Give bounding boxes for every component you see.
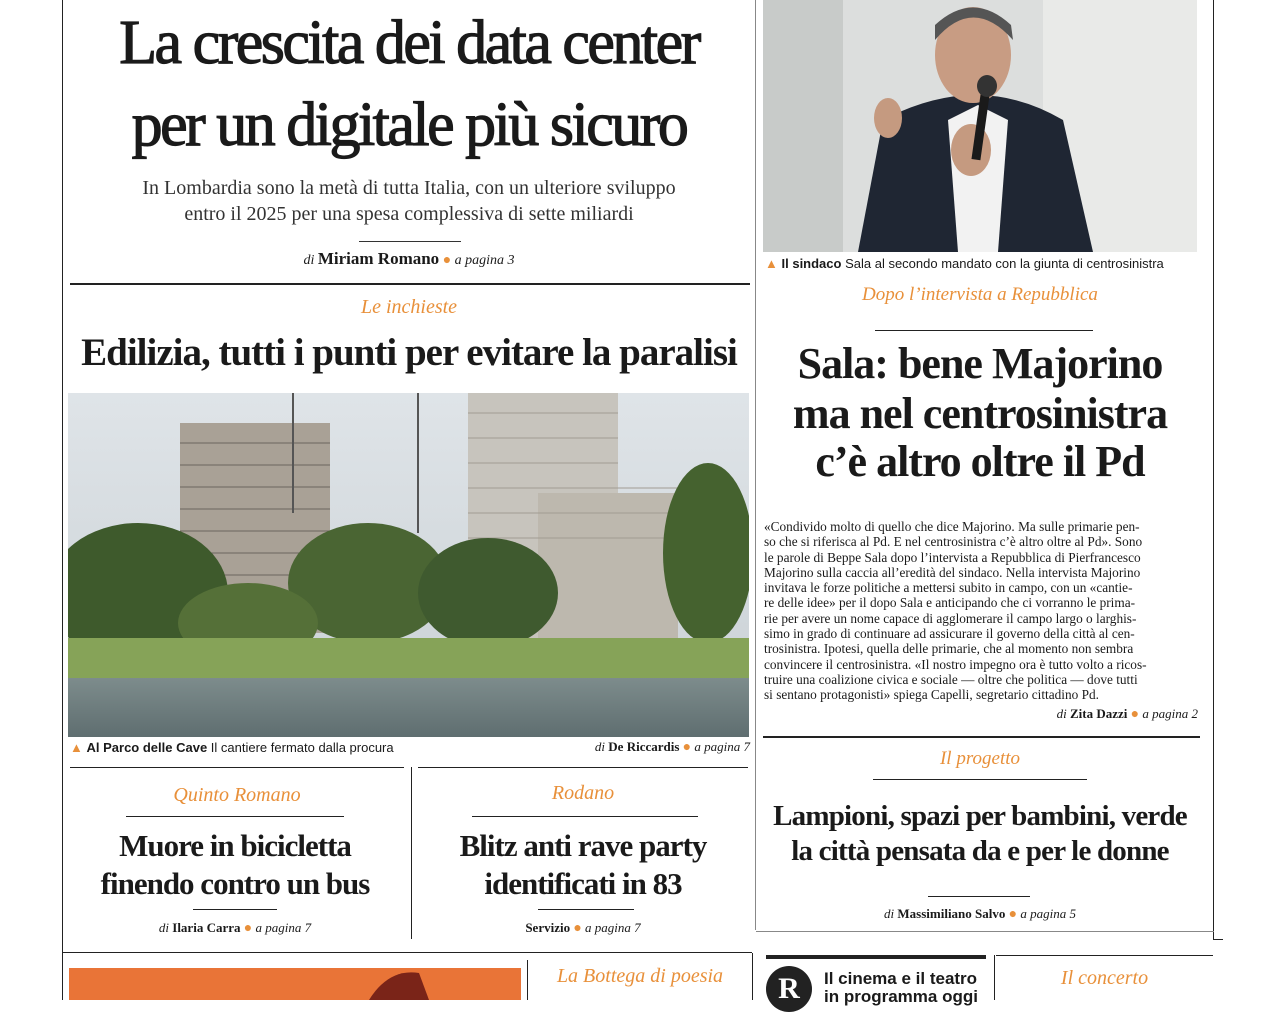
sala-kicker: Dopo l’intervista a Repubblica [862, 284, 1098, 305]
construction-site-photo [68, 393, 749, 737]
inchieste-headline: Edilizia, tutti i punti per evitare la paralisi [81, 331, 737, 374]
byline-author: Zita Dazzi [1070, 706, 1128, 721]
sala-headline-line1: Sala: bene Majorino [797, 339, 1163, 388]
byline-page: a pagina 5 [1020, 906, 1076, 921]
sala-body [764, 519, 1198, 703]
caption-text: Il cantiere fermato dalla procura [210, 740, 394, 755]
byline-di: di [303, 253, 315, 268]
rodano-byline-rule [538, 909, 634, 910]
caption-bold: Il sindaco [781, 256, 842, 271]
byline-page: a pagina 2 [1142, 706, 1198, 721]
quinto-headline-line2: finendo contro un bus [100, 866, 370, 901]
bottom-rule-right [756, 931, 1214, 932]
row-rule-left [70, 767, 404, 768]
bullet-icon: ● [1130, 707, 1140, 722]
inchieste-kicker: Le inchieste [360, 296, 458, 318]
quinto-kicker: Quinto Romano [173, 784, 301, 806]
rodano-headline-line1: Blitz anti rave party [459, 828, 707, 863]
sala-kicker-rule [875, 330, 1093, 331]
body-line: trosinistra. Ipotesi, quella delle primarie, che al momento non sembra [764, 641, 1134, 657]
bottega-image [69, 968, 521, 1000]
byline-author: Massimiliano Salvo [897, 906, 1006, 921]
bottom-left-border [62, 953, 63, 1000]
body-line: convincere il centrosinistra. «Il nostro impegno ora è tutto volto a ricos- [764, 656, 1147, 672]
sala-byline [900, 706, 1198, 723]
progetto-headline-line1: Lampioni, spazi per bambini, verde [773, 800, 1187, 832]
inchieste-byline [520, 739, 750, 756]
bottega-kicker: La Bottega di poesia [556, 965, 724, 987]
body-line: re delle idee» per il dopo Sala e anticipando che ci vorranno le prima- [764, 595, 1136, 611]
sala-headline-line2: ma nel centrosinistra [792, 389, 1168, 438]
quinto-byline [62, 920, 408, 937]
rodano-kicker-rule [472, 816, 698, 817]
progetto-kicker: Il progetto [939, 748, 1021, 769]
row-rule-right [418, 767, 748, 768]
concerto-top-rule [996, 955, 1213, 956]
main-headline-line1: La crescita dei data center [119, 9, 699, 77]
right-frame-bottom [1213, 939, 1223, 940]
byline-author: De Riccardis [608, 739, 680, 754]
byline-di: di [158, 920, 170, 935]
cinema-line2: in programma oggi [824, 987, 978, 1006]
byline-di: di [884, 906, 895, 921]
body-line: truire una coalizione civica e sociale — oltre che politica — dove tutti [764, 671, 1138, 687]
inchieste-caption [70, 740, 394, 755]
triangle-icon: ▲ [70, 740, 83, 755]
triangle-icon: ▲ [765, 256, 778, 271]
byline-author: Miriam Romano [317, 249, 440, 268]
byline-page: a pagina 7 [255, 920, 312, 935]
byline-author: Servizio [525, 920, 571, 935]
body-line: Majorino sulla caccia all’eredità del sindaco. Nella intervista Majorino [764, 564, 1141, 580]
sala-bottom-rule [763, 736, 1200, 738]
body-line: simo in grado di continuare ad assicurare il governo della città al cen- [764, 626, 1135, 642]
rodano-kicker: Rodano [551, 782, 615, 804]
bullet-icon: ● [682, 740, 692, 755]
section-rule [70, 283, 750, 285]
bullet-icon: ● [243, 921, 253, 936]
body-line: le parole di Beppe Sala dopo l’intervista a Repubblica di Pierfrancesco [764, 549, 1141, 565]
repubblica-logo-icon [766, 966, 812, 1012]
bottom-divider-2 [752, 953, 753, 1000]
progetto-byline [758, 906, 1202, 923]
progetto-kicker-rule [873, 779, 1087, 780]
concerto-kicker: Il concerto [1060, 967, 1149, 989]
quinto-headline-line1: Muore in bicicletta [119, 828, 351, 863]
byline-rule [359, 241, 461, 242]
sala-headline-line3: c’è altro oltre il Pd [815, 437, 1145, 486]
body-line: invitava le forze politiche a mettersi subito in campo, con un «cantie- [764, 580, 1133, 596]
caption-bold: Al Parco delle Cave [86, 740, 208, 755]
progetto-byline-rule [928, 896, 1030, 897]
bottom-rule [62, 952, 752, 953]
progetto-headline-line2: la città pensata da e per le donne [791, 835, 1169, 867]
quinto-byline-rule [193, 909, 277, 910]
right-border [1213, 0, 1214, 940]
main-headline-line2: per un digitale più sicuro [131, 91, 687, 159]
byline-author: Ilaria Carra [172, 920, 241, 935]
quinto-kicker-rule [126, 816, 344, 817]
bullet-icon: ● [573, 921, 582, 936]
logo-letter: R [778, 972, 800, 1005]
cinema-line1: Il cinema e il teatro [824, 969, 978, 988]
body-line: rie per avere un nome capace di agglomerare il campo largo o larghis- [764, 610, 1137, 626]
body-line: si sentano protagonisti» spiega Capelli, segretario cittadino Pd. [764, 687, 1099, 703]
main-deck-line2: entro il 2025 per una spesa complessiva di sette miliardi [184, 203, 634, 225]
bottom-divider-3 [994, 955, 995, 1000]
bullet-icon: ● [442, 253, 452, 268]
byline-di: di [594, 739, 606, 754]
cinema-top-rule [766, 955, 986, 959]
sala-caption [765, 256, 1164, 271]
cinema-title [824, 970, 978, 1006]
main-deck-line1: In Lombardia sono la metà di tutta Italia, con un ulteriore sviluppo [142, 177, 676, 199]
rodano-headline-line2: identificati in 83 [484, 866, 682, 901]
rodano-byline [412, 920, 754, 937]
body-line: so che si riferisca al Pd. E nel centrosinistra c’è altro oltre al Pd». Sono [764, 534, 1143, 550]
byline-di: di [1056, 706, 1067, 721]
main-byline [62, 249, 756, 269]
body-line: «Condivido molto di quello che dice Majorino. Ma sulle primarie pen- [764, 519, 1140, 534]
mayor-sala-photo [763, 0, 1197, 252]
byline-page: a pagina 7 [694, 739, 750, 754]
byline-page: a pagina 7 [585, 920, 641, 935]
byline-page: a pagina 3 [454, 253, 515, 268]
bullet-icon: ● [1008, 907, 1018, 922]
caption-text: Sala al secondo mandato con la giunta di centrosinistra [845, 256, 1164, 271]
